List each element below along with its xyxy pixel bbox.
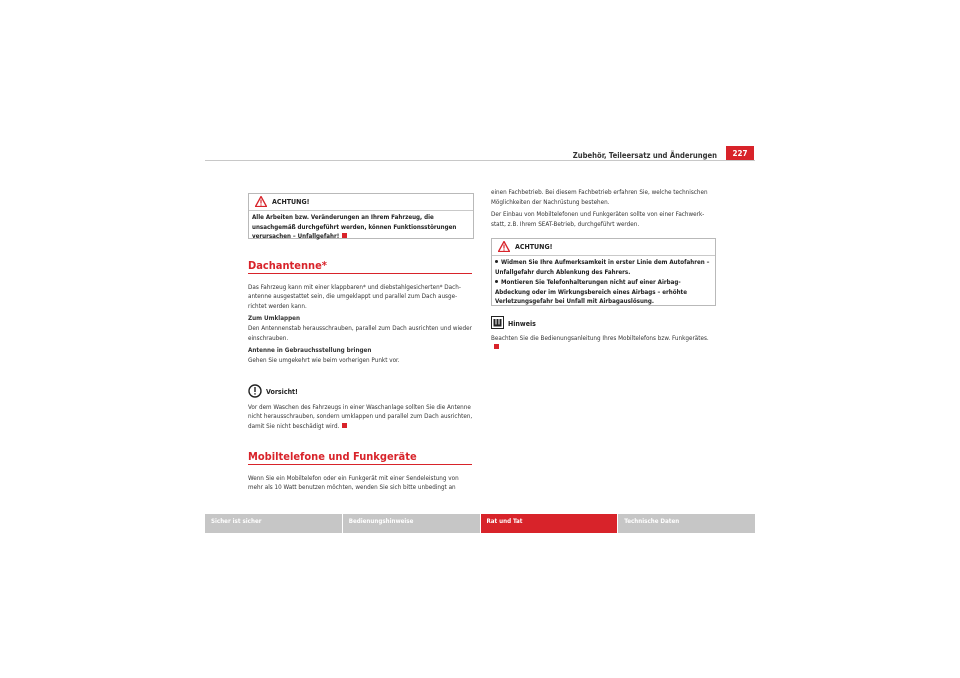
warning-box-header (492, 239, 715, 256)
footer-tab-rat-und-tat[interactable]: Rat und Tat (481, 514, 618, 533)
note-block (491, 316, 715, 356)
header-divider (205, 160, 755, 161)
right-column-text (491, 188, 715, 232)
warning-text (249, 211, 473, 244)
warning-box-header (249, 194, 473, 211)
caution-block (248, 384, 474, 434)
warning-triangle-icon (498, 241, 510, 254)
warning-box-achtung-2 (491, 238, 716, 306)
running-header-title: Zubehör, Teileersatz und Änderungen (572, 151, 717, 160)
paragraph: Den Antennenstab herausschrauben, parallel zum Dach ausrichten und wieder einschrauben. (248, 324, 472, 342)
bullet-icon (495, 280, 498, 283)
end-mark-icon (494, 344, 499, 349)
warning-list-item (495, 258, 712, 277)
page-number: 227 (726, 146, 754, 160)
footer-tab-sicher[interactable]: Sicher ist sicher (205, 514, 342, 533)
paragraph: Wenn Sie ein Mobiltelefon oder ein Funkgerät mit einer Sendeleistung von mehr als 10 Watt benutzen möchten, wenden Sie sich bitte unbedingt an (248, 474, 459, 492)
section-dachantenne (248, 261, 472, 368)
warning-heading: ACHTUNG! (515, 243, 553, 251)
note-heading: Hinweis (508, 319, 536, 328)
caution-header (248, 384, 474, 402)
note-text-content: Beachten Sie die Bedienungsanleitung Ihres Mobiltelefons bzw. Funkgerätes. (491, 334, 709, 342)
subheading-gebrauchsstellung: Antenne in Gebrauchsstellung bringen (248, 347, 372, 355)
note-header (491, 316, 715, 333)
end-mark-icon (342, 233, 347, 238)
paragraph: Das Fahrzeug kann mit einer klappbaren* und diebstahlgesicherten* Dach-antenne ausgestattet sein, die umgeklappt und parallel zum Dach ausge-richtet werden kann. (248, 283, 461, 310)
paragraph: Der Einbau von Mobiltelefonen und Funkgeräten sollte von einer Fachwerk-statt, z.B. Ihrem SEAT-Betrieb, durchgeführt werden. (491, 211, 705, 228)
paragraph: Gehen Sie umgekehrt wie beim vorherigen Punkt vor. (248, 356, 400, 364)
end-mark-icon (342, 423, 347, 428)
caution-heading: Vorsicht! (266, 388, 298, 396)
section-mobiltelefone (248, 452, 472, 496)
bullet-icon (495, 260, 498, 263)
caution-circle-icon (248, 384, 262, 402)
caution-text (248, 403, 474, 432)
note-info-icon (491, 316, 504, 333)
footer-nav (205, 514, 755, 533)
warning-list-item (495, 278, 712, 307)
warning-box-achtung (248, 193, 474, 239)
warning-item-text: Widmen Sie Ihre Aufmerksamkeit in erster Linie dem Autofahren – Unfallgefahr durch Ablenkung des Fahrers. (495, 259, 710, 276)
subheading-umklappen: Zum Umklappen (248, 315, 301, 323)
section-rule (248, 273, 472, 274)
note-text (491, 334, 715, 353)
footer-tab-technische-daten[interactable]: Technische Daten (618, 514, 755, 533)
section-title-dachantenne: Dachantenne* (248, 259, 327, 272)
section-title-mobiltelefone: Mobiltelefone und Funkgeräte (248, 450, 417, 463)
warning-item-text: Montieren Sie Telefonhalterungen nicht auf einer Airbag-Abdeckung oder im Wirkungsbereich eines Airbags – erhöhte Verletzungsgefahr bei Unfall mit Airbagauslösung. (495, 279, 687, 306)
warning-text-content: Alle Arbeiten bzw. Veränderungen an Ihrem Fahrzeug, die unsachgemäß durchgeführt werden, können Funktionsstörungen verursachen – Unfallgefahr! (252, 214, 457, 241)
warning-triangle-icon (255, 196, 267, 209)
warning-list (492, 256, 715, 310)
paragraph: einen Fachbetrieb. Bei diesem Fachbetrieb erfahren Sie, welche technischen Möglichkeiten der Nachrüstung bestehen. (491, 189, 708, 206)
warning-heading: ACHTUNG! (272, 198, 310, 206)
section-rule (248, 464, 472, 465)
footer-tab-bedienungshinweise[interactable]: Bedienungshinweise (343, 514, 480, 533)
caution-text-content: Vor dem Waschen des Fahrzeugs in einer Waschanlage sollten Sie die Antenne nicht herausschrauben, sondern umklappen und parallel zum Dach ausrichten, damit Sie nicht beschädigt wird. (248, 403, 473, 430)
